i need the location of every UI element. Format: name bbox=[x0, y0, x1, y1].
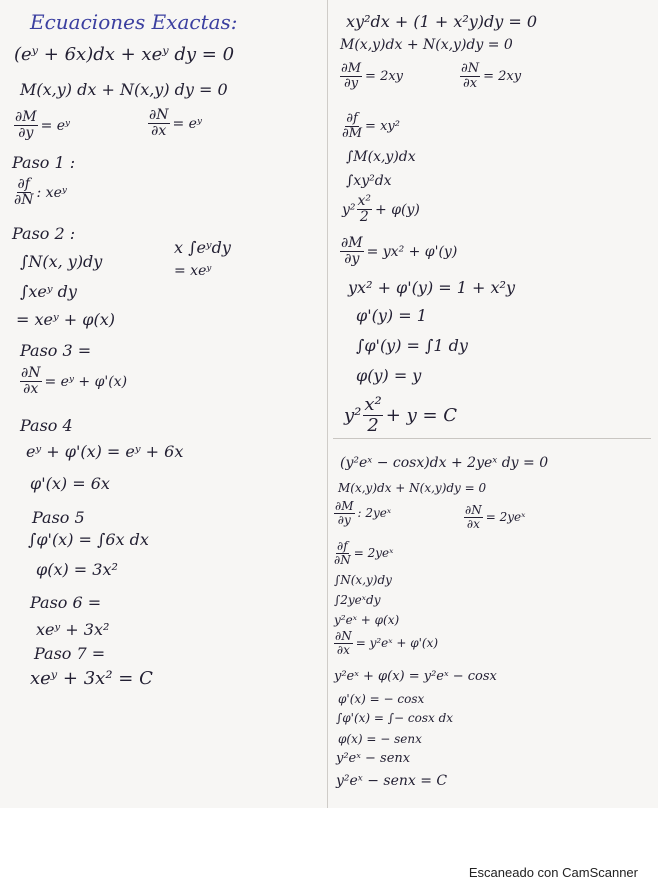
paso-4-label: Paso 4 bbox=[20, 416, 73, 435]
paso-3-label: Paso 3 = bbox=[20, 341, 92, 360]
df-2: $\frac{\partial f}{\partial M}$ = xy² bbox=[342, 111, 400, 141]
dn-3: $\frac{\partial N}{\partial x}$ = y²eˣ + φ'(x) bbox=[335, 629, 439, 657]
paso-6-label: Paso 6 = bbox=[30, 593, 102, 612]
cancel-equation-2: yx² + φ'(y) = 1 + x²y bbox=[348, 278, 515, 297]
integral-n-3: ∫N(x,y)dy bbox=[334, 573, 392, 587]
final-answer-2: y² $\frac{\text{x²}}{2}$ + y = C bbox=[344, 394, 458, 436]
phi-paso-5: φ(x) = 3x² bbox=[36, 560, 118, 579]
phi-2: φ(y) = y bbox=[356, 366, 422, 385]
partial-m-3: $\frac{\partial M}{\partial y}$ : 2yeˣ bbox=[335, 499, 392, 527]
equation-1: (eʸ + 6x)dx + xeʸ dy = 0 bbox=[14, 44, 235, 65]
phi-prime-3: φ'(x) = − cosx bbox=[338, 692, 425, 706]
scanner-watermark: Escaneado con CamScanner bbox=[468, 865, 638, 880]
partial-m-1: $\frac{\partial M}{\partial y}$ = eʸ bbox=[15, 109, 71, 141]
final-answer-3: y²eˣ − senx = C bbox=[336, 773, 448, 789]
integral-paso-5: ∫φ'(x) = ∫6x dx bbox=[28, 530, 149, 549]
section-divider bbox=[333, 438, 651, 439]
final-answer-1: xeʸ + 3x² = C bbox=[30, 668, 153, 689]
integral-xe-1: ∫xeʸ dy bbox=[20, 282, 77, 301]
result-paso-2: = xeʸ + φ(x) bbox=[16, 310, 115, 329]
mn-form-3: M(x,y)dx + N(x,y)dy = 0 bbox=[338, 481, 487, 495]
paso-2-label: Paso 2 : bbox=[12, 224, 76, 243]
partial-n-2: $\frac{\partial N}{\partial x}$ = 2xy bbox=[461, 61, 522, 91]
partial-m-2: $\frac{\partial M}{\partial y}$ = 2xy bbox=[341, 61, 404, 91]
equation-2: xy²dx + (1 + x²y)dy = 0 bbox=[346, 12, 538, 31]
result-3b: y²eˣ − senx bbox=[336, 751, 411, 766]
side-integral: x ∫eʸdy bbox=[174, 238, 231, 257]
equation-paso-4: eʸ + φ'(x) = eʸ + 6x bbox=[26, 442, 184, 461]
cancel-equation-3: y²eˣ + φ(x) = y²eˣ − cosx bbox=[334, 669, 497, 684]
result-3: y²eˣ + φ(x) bbox=[334, 613, 400, 627]
paso-7-label: Paso 7 = bbox=[34, 644, 106, 663]
result-paso-6: xeʸ + 3x² bbox=[36, 620, 110, 639]
integral-phi-3: ∫φ'(x) = ∫− cosx dx bbox=[336, 711, 454, 725]
footer bbox=[0, 808, 658, 880]
phi-3: φ(x) = − senx bbox=[338, 732, 422, 746]
partial-n-1: $\frac{\partial N}{\partial x}$ = eʸ bbox=[149, 107, 202, 139]
integral-2y-3: ∫2yeˣdy bbox=[334, 593, 381, 607]
dn-paso-3: $\frac{\partial N}{\partial x}$ = eʸ + φ'(x) bbox=[21, 365, 128, 397]
integral-m-2: ∫M(x,y)dx bbox=[346, 149, 416, 165]
paso-1-label: Paso 1 : bbox=[12, 153, 76, 172]
df-1: $\frac{\partial f}{\partial N}$ : xeʸ bbox=[14, 176, 67, 208]
paso-5-label: Paso 5 bbox=[32, 508, 85, 527]
mn-form-1: M(x,y) dx + N(x,y) dy = 0 bbox=[20, 80, 228, 99]
page-title: Ecuaciones Exactas: bbox=[30, 10, 238, 34]
dm-2: $\frac{\partial M}{\partial y}$ = yx² + φ'(y) bbox=[341, 235, 458, 267]
df-3: $\frac{\partial f}{\partial N}$ = 2yeˣ bbox=[334, 539, 394, 567]
integral-xy-2: ∫xy²dx bbox=[346, 173, 392, 189]
side-result: = xeʸ bbox=[174, 263, 212, 279]
mn-form-2: M(x,y)dx + N(x,y)dy = 0 bbox=[340, 37, 513, 53]
integral-phi-2: ∫φ'(y) = ∫1 dy bbox=[356, 336, 468, 355]
column-divider bbox=[327, 0, 328, 808]
phi-prime-2: φ'(y) = 1 bbox=[356, 306, 427, 325]
phi-prime-paso-4: φ'(x) = 6x bbox=[30, 474, 110, 493]
equation-3: (y²eˣ − cosx)dx + 2yeˣ dy = 0 bbox=[340, 455, 549, 471]
partial-n-3: $\frac{\partial N}{\partial x}$ = 2yeˣ bbox=[465, 503, 526, 531]
integral-n-1: ∫N(x, y)dy bbox=[20, 252, 103, 271]
integral-result-2: y² $\frac{\text{x²}}{2}$ + φ(y) bbox=[342, 193, 420, 225]
